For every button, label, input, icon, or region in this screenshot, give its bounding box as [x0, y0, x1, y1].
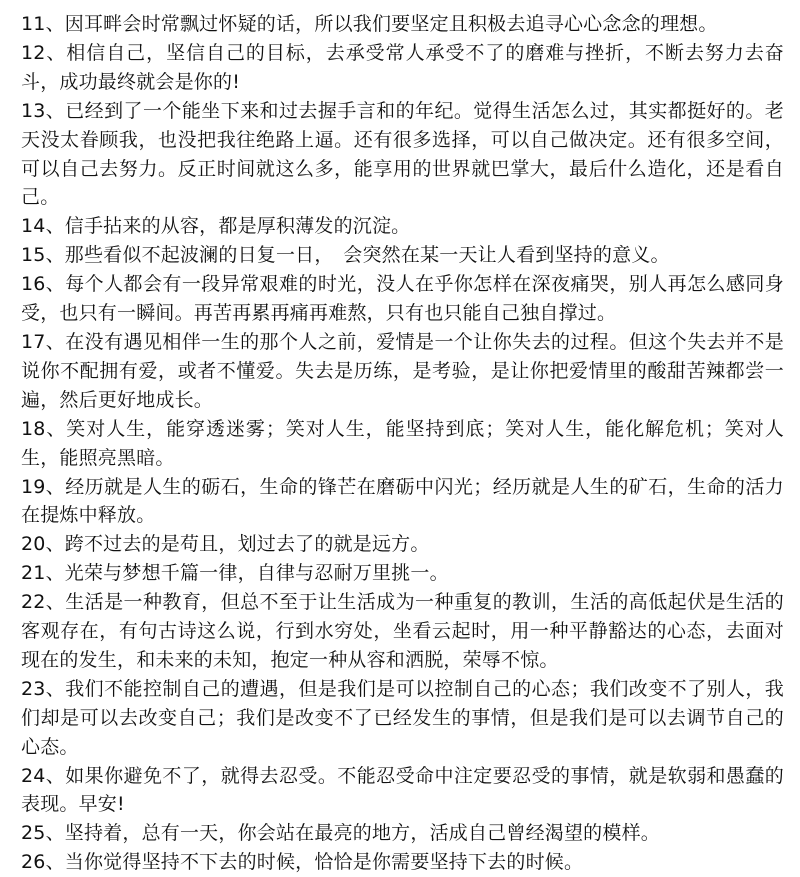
quote-entry-19: 19、经历就是人生的砺石，生命的锋芒在磨砺中闪光；经历就是人生的矿石，生命的活力在提炼中释放。 [21, 475, 784, 527]
quote-entry-25: 25、坚持着，总有一天，你会站在最亮的地方，活成自己曾经渴望的模样。 [21, 822, 660, 845]
quote-entry-20: 20、跨不过去的是苟且，划过去了的就是远方。 [21, 533, 430, 556]
quote-entry-16: 16、每个人都会有一段异常艰难的时光，没人在乎你怎样在深夜痛哭，别人再怎么感同身受，也只有一瞬间。再苦再累再痛再难熬，只有也只能自己独自撑过。 [21, 273, 784, 325]
quote-entry-18: 18、笑对人生，能穿透迷雾；笑对人生，能坚持到底；笑对人生，能化解危机；笑对人生，能照亮黑暗。 [21, 417, 784, 469]
quote-entry-13: 13、已经到了一个能坐下来和过去握手言和的年纪。觉得生活怎么过，其实都挺好的。老天没太眷顾我，也没把我往绝路上逼。还有很多选择，可以自己做决定。还有很多空间，可以自己去努力。反正时间就这么多，能享用的世界就巴掌大，最后什么造化，还是看自己。 [21, 99, 784, 209]
quote-entry-11: 11、因耳畔会时常飘过怀疑的话，所以我们要坚定且积极去追寻心心念念的理想。 [21, 13, 718, 35]
quote-entry-26: 26、当你觉得坚持不下去的时候，恰恰是你需要坚持下去的时候。 [21, 851, 584, 874]
quote-entry-23: 23、我们不能控制自己的遭遇，但是我们是可以控制自己的心态；我们改变不了别人，我们却是可以去改变自己；我们是改变不了已经发生的事情，但是我们是可以去调节自己的心态。 [21, 677, 784, 758]
quote-entry-15: 15、那些看似不起波澜的日复一日， 会突然在某一天让人看到坚持的意义。 [21, 244, 670, 267]
quote-entry-21: 21、光荣与梦想千篇一律，自律与忍耐万里挑一。 [21, 562, 449, 585]
quote-entry-24: 24、如果你避免不了，就得去忍受。不能忍受命中注定要忍受的事情，就是软弱和愚蠢的表现。早安! [21, 764, 784, 816]
quote-entry-14: 14、信手拈来的从容，都是厚积薄发的沉淀。 [21, 215, 411, 238]
quote-entry-17: 17、在没有遇见相伴一生的那个人之前，爱情是一个让你失去的过程。但这个失去并不是说你不配拥有爱，或者不懂爱。失去是历练，是考验，是让你把爱情里的酸甜苦辣都尝一遍，然后更好地成长。 [21, 330, 784, 411]
quote-entry-22: 22、生活是一种教育，但总不至于让生活成为一种重复的教训，生活的高低起伏是生活的客观存在，有句古诗这么说，行到水穷处，坐看云起时，用一种平静豁达的心态，去面对现在的发生，和未来的未知，抱定一种从容和洒脱，荣辱不惊。 [21, 591, 784, 671]
quote-entry-12: 12、相信自己，坚信自己的目标，去承受常人承受不了的磨难与挫折，不断去努力去奋斗，成功最终就会是你的! [21, 41, 784, 93]
